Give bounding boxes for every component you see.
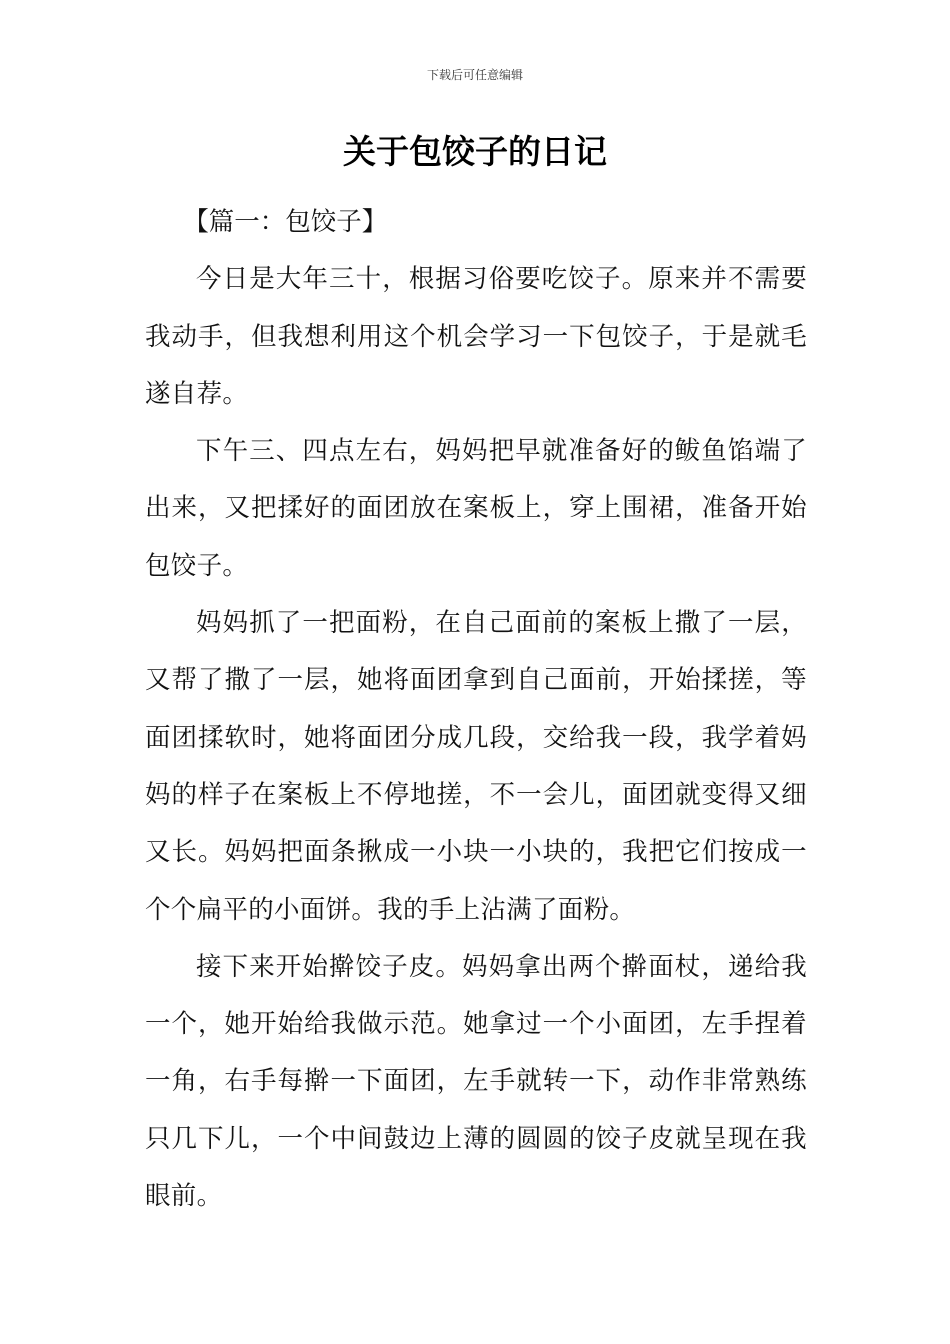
document-title: 关于包饺子的日记 xyxy=(343,132,607,171)
paragraph-2: 下午三、四点左右，妈妈把早就准备好的鲅鱼馅端了出来，又把揉好的面团放在案板上，穿上围裙，准备开始包饺子。 xyxy=(145,436,807,581)
header-note: 下载后可任意编辑 xyxy=(426,68,523,82)
paragraph-1: 今日是大年三十，根据习俗要吃饺子。原来并不需要我动手，但我想利用这个机会学习一下包饺子，于是就毛遂自荐。 xyxy=(145,264,807,409)
section-heading: 【篇一：包饺子】 xyxy=(183,207,388,237)
paragraph-3: 妈妈抓了一把面粉，在自己面前的案板上撒了一层，又帮了撒了一层，她将面团拿到自己面前，开始揉搓，等面团揉软时，她将面团分成几段，交给我一段，我学着妈妈的样子在案板上不停地搓，不一会儿，面团就变得又细又长。妈妈把面条揪成一小块一小块的，我把它们按成一个个扁平的小面饼。我的手上沾满了面粉。 xyxy=(145,608,807,925)
document-body xyxy=(145,194,807,1225)
paragraph-4: 接下来开始擀饺子皮。妈妈拿出两个擀面杖，递给我一个，她开始给我做示范。她拿过一个小面团，左手捏着一角，右手每擀一下面团，左手就转一下，动作非常熟练只几下儿，一个中间鼓边上薄的圆圆的饺子皮就呈现在我眼前。 xyxy=(145,951,807,1212)
